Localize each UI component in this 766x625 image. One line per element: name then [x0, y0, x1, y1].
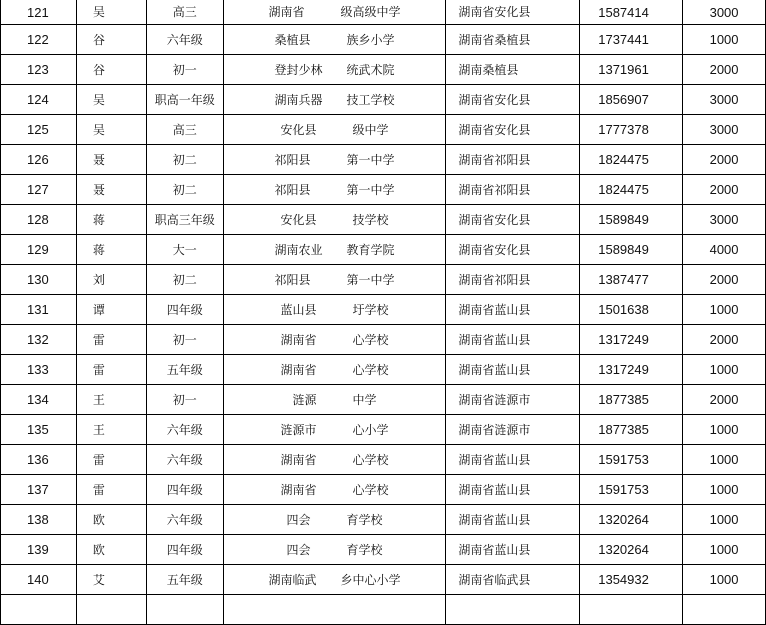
- amount-cell[interactable]: 1000: [683, 25, 766, 55]
- phone-cell[interactable]: 1589849: [580, 205, 683, 235]
- row-number-cell[interactable]: 128: [1, 205, 77, 235]
- name-cell[interactable]: 雷: [76, 325, 146, 355]
- row-number-cell[interactable]: 122: [1, 25, 77, 55]
- amount-cell[interactable]: 2000: [683, 325, 766, 355]
- grade-cell[interactable]: 六年级: [146, 445, 223, 475]
- name-cell[interactable]: 雷: [76, 475, 146, 505]
- name-cell[interactable]: 聂: [76, 145, 146, 175]
- amount-cell[interactable]: 2000: [683, 175, 766, 205]
- school-cell[interactable]: 湖南省 心学校: [223, 445, 446, 475]
- name-cell[interactable]: 艾: [76, 565, 146, 595]
- name-cell[interactable]: 谷: [76, 55, 146, 85]
- name-cell[interactable]: 聂: [76, 175, 146, 205]
- table-row: [1, 295, 766, 325]
- school-cell[interactable]: 涟源 中学: [223, 385, 446, 415]
- amount-cell[interactable]: 2000: [683, 385, 766, 415]
- name-cell[interactable]: 雷: [76, 445, 146, 475]
- row-number-cell[interactable]: 140: [1, 565, 77, 595]
- home-address-cell[interactable]: 湖南省涟源市: [446, 385, 580, 415]
- phone-cell[interactable]: 1320264: [580, 505, 683, 535]
- grade-cell[interactable]: 四年级: [146, 535, 223, 565]
- school-cell[interactable]: 安化县 技学校: [223, 205, 446, 235]
- home-address-cell[interactable]: 湖南省祁阳县: [446, 145, 580, 175]
- table-row: [1, 445, 766, 475]
- grade-cell[interactable]: 五年级: [146, 565, 223, 595]
- home-address-cell[interactable]: 湖南省涟源市: [446, 415, 580, 445]
- school-cell[interactable]: 湖南兵器 技工学校: [223, 85, 446, 115]
- table-row: [1, 25, 766, 55]
- school-cell[interactable]: 湖南临武 乡中心小学: [223, 565, 446, 595]
- amount-cell[interactable]: 1000: [683, 445, 766, 475]
- phone-cell[interactable]: [580, 595, 683, 625]
- grade-cell[interactable]: 四年级: [146, 295, 223, 325]
- phone-cell[interactable]: 1877385: [580, 385, 683, 415]
- name-cell[interactable]: 蒋: [76, 235, 146, 265]
- amount-cell[interactable]: 3000: [683, 115, 766, 145]
- row-number-cell[interactable]: 136: [1, 445, 77, 475]
- home-address-cell[interactable]: 湖南省安化县: [446, 205, 580, 235]
- phone-cell[interactable]: 1587414: [580, 0, 683, 25]
- grade-cell[interactable]: 大一: [146, 235, 223, 265]
- table-row: [1, 235, 766, 265]
- table-row: [1, 55, 766, 85]
- amount-cell[interactable]: 2000: [683, 145, 766, 175]
- amount-cell[interactable]: 1000: [683, 295, 766, 325]
- grade-cell[interactable]: 六年级: [146, 505, 223, 535]
- table-row: [1, 0, 766, 25]
- phone-cell[interactable]: 1589849: [580, 235, 683, 265]
- school-cell[interactable]: 蓝山县 圩学校: [223, 295, 446, 325]
- grade-cell[interactable]: 高三: [146, 0, 223, 25]
- amount-cell[interactable]: 1000: [683, 535, 766, 565]
- name-cell[interactable]: 吴: [76, 115, 146, 145]
- table-row: [1, 175, 766, 205]
- table-row: [1, 415, 766, 445]
- grade-cell[interactable]: 初二: [146, 265, 223, 295]
- home-address-cell[interactable]: 湖南省蓝山县: [446, 505, 580, 535]
- school-cell[interactable]: 湖南省 心学校: [223, 475, 446, 505]
- amount-cell[interactable]: 1000: [683, 565, 766, 595]
- row-number-cell[interactable]: 137: [1, 475, 77, 505]
- amount-cell[interactable]: 1000: [683, 355, 766, 385]
- home-address-cell[interactable]: 湖南省蓝山县: [446, 355, 580, 385]
- row-number-cell[interactable]: 135: [1, 415, 77, 445]
- school-cell[interactable]: 四会 育学校: [223, 505, 446, 535]
- amount-cell[interactable]: 1000: [683, 475, 766, 505]
- amount-cell[interactable]: 3000: [683, 85, 766, 115]
- grade-cell[interactable]: 职高三年级: [146, 205, 223, 235]
- grade-cell[interactable]: 六年级: [146, 415, 223, 445]
- row-number-cell[interactable]: 124: [1, 85, 77, 115]
- name-cell[interactable]: 王: [76, 385, 146, 415]
- phone-cell[interactable]: 1371961: [580, 55, 683, 85]
- table-row: [1, 205, 766, 235]
- school-cell[interactable]: 祁阳县 第一中学: [223, 175, 446, 205]
- phone-cell[interactable]: 1501638: [580, 295, 683, 325]
- name-cell[interactable]: 吴: [76, 85, 146, 115]
- phone-cell[interactable]: 1856907: [580, 85, 683, 115]
- table-row: [1, 595, 766, 625]
- school-cell[interactable]: 祁阳县 第一中学: [223, 265, 446, 295]
- home-address-cell[interactable]: 湖南省安化县: [446, 235, 580, 265]
- row-number-cell[interactable]: 131: [1, 295, 77, 325]
- phone-cell[interactable]: 1824475: [580, 145, 683, 175]
- school-cell[interactable]: 湖南省 级高级中学: [223, 0, 446, 25]
- grade-cell[interactable]: 六年级: [146, 25, 223, 55]
- phone-cell[interactable]: 1777378: [580, 115, 683, 145]
- phone-cell[interactable]: 1591753: [580, 445, 683, 475]
- grade-cell[interactable]: 初一: [146, 55, 223, 85]
- home-address-cell[interactable]: 湖南省蓝山县: [446, 475, 580, 505]
- name-cell[interactable]: 吴: [76, 0, 146, 25]
- phone-cell[interactable]: 1387477: [580, 265, 683, 295]
- table-row: [1, 535, 766, 565]
- school-cell[interactable]: 湖南农业 教育学院: [223, 235, 446, 265]
- home-address-cell[interactable]: 湖南省蓝山县: [446, 535, 580, 565]
- grade-cell[interactable]: 初一: [146, 385, 223, 415]
- amount-cell[interactable]: 1000: [683, 505, 766, 535]
- name-cell[interactable]: 谭: [76, 295, 146, 325]
- phone-cell[interactable]: 1824475: [580, 175, 683, 205]
- school-cell[interactable]: 涟源市 心小学: [223, 415, 446, 445]
- amount-cell[interactable]: 2000: [683, 55, 766, 85]
- table-row: [1, 565, 766, 595]
- home-address-cell[interactable]: 湖南省桑植县: [446, 25, 580, 55]
- amount-cell[interactable]: [683, 595, 766, 625]
- grade-cell[interactable]: 初一: [146, 325, 223, 355]
- grade-cell[interactable]: 四年级: [146, 475, 223, 505]
- phone-cell[interactable]: 1354932: [580, 565, 683, 595]
- name-cell[interactable]: 欧: [76, 505, 146, 535]
- row-number-cell[interactable]: 123: [1, 55, 77, 85]
- row-number-cell[interactable]: 125: [1, 115, 77, 145]
- grade-cell[interactable]: 初二: [146, 175, 223, 205]
- table-row: [1, 385, 766, 415]
- home-address-cell[interactable]: 湖南省祁阳县: [446, 175, 580, 205]
- name-cell[interactable]: 谷: [76, 25, 146, 55]
- row-number-cell[interactable]: 130: [1, 265, 77, 295]
- home-address-cell[interactable]: 湖南省安化县: [446, 0, 580, 25]
- school-cell[interactable]: 湖南省 心学校: [223, 325, 446, 355]
- name-cell[interactable]: 雷: [76, 355, 146, 385]
- name-cell[interactable]: 欧: [76, 535, 146, 565]
- phone-cell[interactable]: 1877385: [580, 415, 683, 445]
- school-cell[interactable]: 登封少林 统武术院: [223, 55, 446, 85]
- row-number-cell[interactable]: 127: [1, 175, 77, 205]
- name-cell[interactable]: [76, 595, 146, 625]
- row-number-cell[interactable]: 132: [1, 325, 77, 355]
- table-row: [1, 475, 766, 505]
- table-row: [1, 325, 766, 355]
- amount-cell[interactable]: 4000: [683, 235, 766, 265]
- school-cell[interactable]: 祁阳县 第一中学: [223, 145, 446, 175]
- row-number-cell[interactable]: 129: [1, 235, 77, 265]
- home-address-cell[interactable]: 湖南省蓝山县: [446, 295, 580, 325]
- table-row: [1, 265, 766, 295]
- home-address-cell[interactable]: 湖南省祁阳县: [446, 265, 580, 295]
- home-address-cell[interactable]: 湖南桑植县: [446, 55, 580, 85]
- home-address-cell[interactable]: 湖南省蓝山县: [446, 325, 580, 355]
- phone-cell[interactable]: 1317249: [580, 325, 683, 355]
- grade-cell[interactable]: 职高一年级: [146, 85, 223, 115]
- phone-cell[interactable]: 1320264: [580, 535, 683, 565]
- school-cell[interactable]: 四会 育学校: [223, 535, 446, 565]
- school-cell[interactable]: 安化县 级中学: [223, 115, 446, 145]
- name-cell[interactable]: 王: [76, 415, 146, 445]
- school-cell[interactable]: 湖南省 心学校: [223, 355, 446, 385]
- name-cell[interactable]: 刘: [76, 265, 146, 295]
- home-address-cell[interactable]: 湖南省安化县: [446, 115, 580, 145]
- grade-cell[interactable]: 高三: [146, 115, 223, 145]
- row-number-cell[interactable]: 138: [1, 505, 77, 535]
- amount-cell[interactable]: 3000: [683, 0, 766, 25]
- amount-cell[interactable]: 1000: [683, 415, 766, 445]
- home-address-cell[interactable]: 湖南省蓝山县: [446, 445, 580, 475]
- home-address-cell[interactable]: 湖南省临武县: [446, 565, 580, 595]
- grade-cell[interactable]: 五年级: [146, 355, 223, 385]
- grade-cell[interactable]: [146, 595, 223, 625]
- row-number-cell[interactable]: 139: [1, 535, 77, 565]
- row-number-cell[interactable]: 126: [1, 145, 77, 175]
- table-row: [1, 85, 766, 115]
- row-number-cell[interactable]: 133: [1, 355, 77, 385]
- phone-cell[interactable]: 1317249: [580, 355, 683, 385]
- table-row: [1, 145, 766, 175]
- table-row: [1, 505, 766, 535]
- table-row: [1, 115, 766, 145]
- school-cell[interactable]: 桑植县 族乡小学: [223, 25, 446, 55]
- grade-cell[interactable]: 初二: [146, 145, 223, 175]
- phone-cell[interactable]: 1591753: [580, 475, 683, 505]
- row-number-cell[interactable]: 134: [1, 385, 77, 415]
- school-cell[interactable]: [223, 595, 446, 625]
- amount-cell[interactable]: 2000: [683, 265, 766, 295]
- home-address-cell[interactable]: [446, 595, 580, 625]
- row-number-cell[interactable]: 121: [1, 0, 77, 25]
- phone-cell[interactable]: 1737441: [580, 25, 683, 55]
- table-row: [1, 355, 766, 385]
- home-address-cell[interactable]: 湖南省安化县: [446, 85, 580, 115]
- row-number-cell[interactable]: [1, 595, 77, 625]
- name-cell[interactable]: 蒋: [76, 205, 146, 235]
- amount-cell[interactable]: 3000: [683, 205, 766, 235]
